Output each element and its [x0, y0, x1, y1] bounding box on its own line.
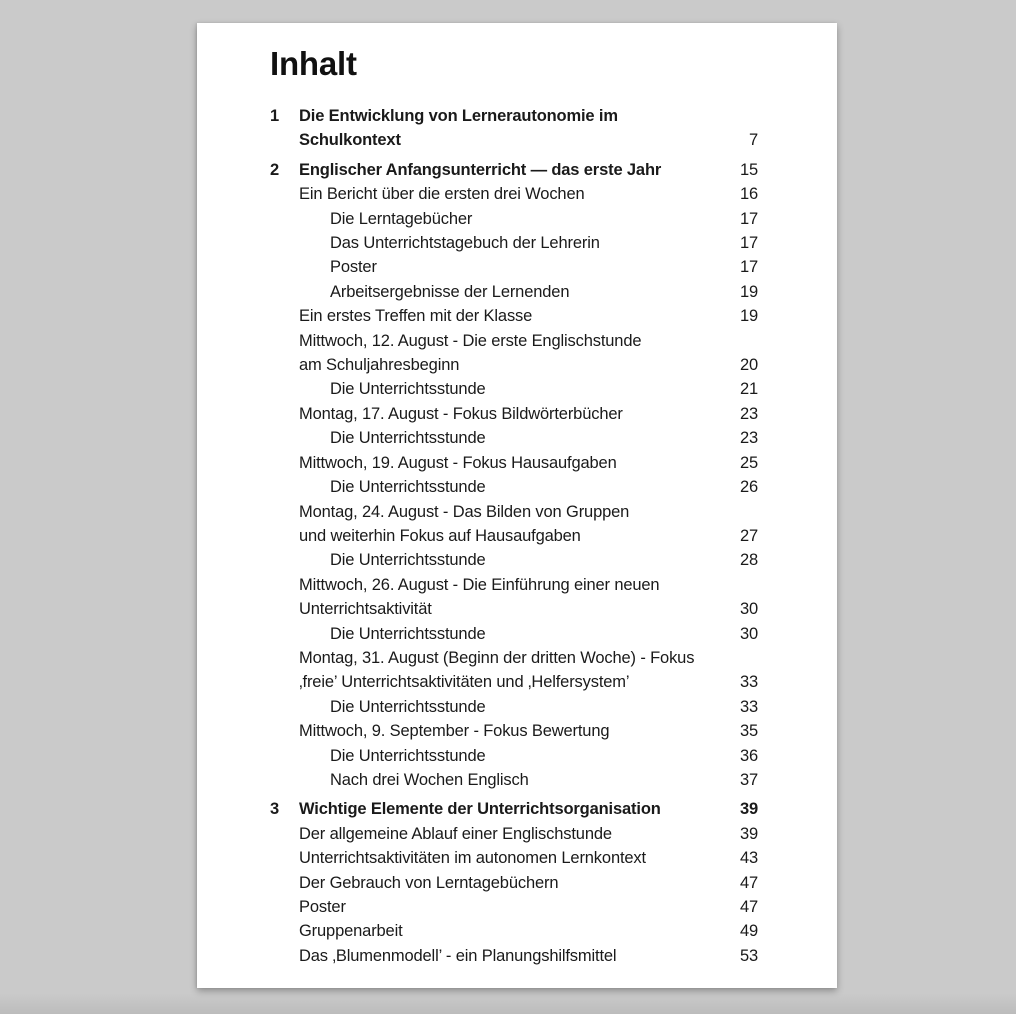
- toc-entry-title: [330, 207, 740, 231]
- page-number: 47: [739, 873, 758, 892]
- chapter-number: 3: [270, 800, 280, 819]
- toc-entry: [197, 719, 837, 743]
- toc-entry-line: Montag, 31. August (Beginn der dritten Woche) - Fokus: [299, 648, 695, 667]
- toc-entry-title: [330, 695, 740, 719]
- page-number: 43: [739, 849, 758, 868]
- page-number: 17: [739, 258, 758, 277]
- toc-entry-line: Ein erstes Treffen mit der Klasse: [299, 307, 533, 326]
- page-number: 35: [739, 722, 758, 741]
- page-number: 19: [739, 282, 758, 301]
- toc-entry: [197, 104, 837, 153]
- toc-entry-title: [299, 822, 740, 846]
- toc-entry: [197, 329, 837, 378]
- toc-entry-title: [299, 500, 740, 549]
- toc-entry-line: ‚freie’ Unterrichtsaktivitäten und ‚Helfersystem’: [299, 673, 630, 692]
- page-number: 23: [739, 404, 758, 423]
- page-number: 30: [739, 624, 758, 643]
- page-number: 39: [739, 800, 758, 819]
- toc-entry: [197, 944, 837, 968]
- page-number: 23: [739, 429, 758, 448]
- toc-entry-line: und weiterhin Fokus auf Hausaufgaben: [299, 526, 581, 545]
- toc-entry-title: [330, 426, 740, 450]
- toc-entry-line: Unterrichtsaktivität: [299, 600, 432, 619]
- toc-entry: [197, 231, 837, 255]
- toc-entry-title: [299, 329, 740, 378]
- page-number: 17: [739, 209, 758, 228]
- toc-entry-line: Der Gebrauch von Lerntagebüchern: [299, 873, 559, 892]
- toc-entry-title: [299, 919, 740, 943]
- toc-entry-title: [299, 182, 740, 206]
- page-number: 15: [739, 160, 758, 179]
- toc-entry-title: [299, 719, 740, 743]
- toc-entry-line: Die Unterrichtsstunde: [330, 429, 486, 448]
- toc-entry-title: [299, 646, 740, 695]
- page-number: 33: [739, 673, 758, 692]
- toc-entry: [197, 768, 837, 792]
- toc-entry: [197, 548, 837, 572]
- toc-entry: [197, 919, 837, 943]
- page-number: 26: [739, 478, 758, 497]
- toc-entry: [197, 182, 837, 206]
- toc-entry-title: [299, 944, 740, 968]
- toc-entry-line: Mittwoch, 12. August - Die erste Englischstunde: [299, 331, 642, 350]
- toc-entry-title: [299, 158, 740, 182]
- toc-entry-line: Gruppenarbeit: [299, 922, 403, 941]
- toc-entry-line: Mittwoch, 19. August - Fokus Hausaufgaben: [299, 453, 617, 472]
- toc-entry-line: Ein Bericht über die ersten drei Wochen: [299, 185, 585, 204]
- toc-entry-line: Englischer Anfangsunterricht — das erste Jahr: [299, 160, 662, 179]
- toc-entry-line: Das Unterrichtstagebuch der Lehrerin: [330, 234, 600, 253]
- toc-entry-title: [330, 377, 740, 401]
- toc-entry: [197, 207, 837, 231]
- toc-entry-line: Arbeitsergebnisse der Lernenden: [330, 282, 570, 301]
- toc-entry-title: [330, 280, 740, 304]
- toc-entry-title: [299, 573, 740, 622]
- document-page: [197, 23, 837, 988]
- toc-entry: [197, 895, 837, 919]
- chapter-number: 2: [270, 160, 280, 179]
- chapter-number: 1: [270, 107, 280, 125]
- toc-entry-line: Die Lerntagebücher: [330, 209, 473, 228]
- toc-entry-title: [330, 255, 740, 279]
- page-number: 21: [739, 380, 758, 399]
- toc-entry-title: [330, 622, 740, 646]
- page-number: 37: [739, 770, 758, 789]
- toc-entry-line: am Schuljahresbeginn: [299, 356, 460, 375]
- toc-entry-title: [330, 548, 740, 572]
- toc-entry-line: Die Entwicklung von Lernerautonomie im: [299, 107, 618, 125]
- page-number: 39: [739, 824, 758, 843]
- toc-entry: [197, 846, 837, 870]
- toc-entry: [197, 871, 837, 895]
- toc-entry: [197, 377, 837, 401]
- toc-entry: [197, 426, 837, 450]
- toc-entry: [197, 500, 837, 549]
- table-of-contents: [197, 104, 837, 968]
- toc-entry-title: [299, 304, 740, 328]
- toc-entry: [197, 822, 837, 846]
- toc-entry-title: [330, 231, 740, 255]
- toc-entry-title: [299, 871, 740, 895]
- page-number: 19: [739, 307, 758, 326]
- toc-entry-title: [299, 104, 749, 153]
- page-number: 33: [739, 697, 758, 716]
- toc-entry-line: Mittwoch, 26. August - Die Einführung einer neuen: [299, 575, 660, 594]
- toc-entry-title: [299, 797, 740, 821]
- toc-entry-title: [299, 895, 740, 919]
- page-title: Inhalt: [270, 45, 357, 82]
- toc-entry-line: Montag, 17. August - Fokus Bildwörterbücher: [299, 404, 623, 423]
- page-number: 20: [739, 356, 758, 375]
- toc-entry-line: Poster: [299, 898, 346, 916]
- toc-entry: [197, 622, 837, 646]
- toc-entry-title: [299, 402, 740, 426]
- toc-entry: [197, 255, 837, 279]
- page-number: 7: [748, 131, 758, 150]
- toc-entry-line: Poster: [330, 258, 377, 277]
- toc-entry: [197, 451, 837, 475]
- page-number: 28: [739, 551, 758, 570]
- page-number: 36: [739, 746, 758, 765]
- toc-entry: [197, 744, 837, 768]
- toc-entry: [197, 646, 837, 695]
- toc-entry-line: Die Unterrichtsstunde: [330, 624, 486, 643]
- toc-entry: [197, 280, 837, 304]
- toc-entry-line: Schulkontext: [299, 131, 401, 150]
- page-number: 30: [739, 600, 758, 619]
- toc-entry-title: [299, 451, 740, 475]
- toc-entry-title: [330, 475, 740, 499]
- toc-entry: [197, 304, 837, 328]
- toc-entry: [197, 158, 837, 182]
- toc-entry-line: Unterrichtsaktivitäten im autonomen Lernkontext: [299, 849, 646, 868]
- toc-entry-line: Nach drei Wochen Englisch: [330, 770, 529, 789]
- toc-entry-title: [299, 846, 740, 870]
- toc-entry: [197, 695, 837, 719]
- page-number: 49: [739, 922, 758, 941]
- page-number: 25: [739, 453, 758, 472]
- toc-entry: [197, 402, 837, 426]
- toc-entry-line: Die Unterrichtsstunde: [330, 746, 486, 765]
- toc-entry-line: Der allgemeine Ablauf einer Englischstunde: [299, 824, 612, 843]
- page-number: 17: [739, 234, 758, 253]
- page-number: 27: [739, 526, 758, 545]
- toc-entry-line: Die Unterrichtsstunde: [330, 697, 486, 716]
- toc-entry: [197, 475, 837, 499]
- page-number: 16: [739, 185, 758, 204]
- toc-entry-title: [330, 744, 740, 768]
- page-number: 53: [739, 946, 758, 965]
- toc-entry-line: Die Unterrichtsstunde: [330, 380, 486, 399]
- toc-entry-line: Die Unterrichtsstunde: [330, 478, 486, 497]
- toc-entry-line: Wichtige Elemente der Unterrichtsorganisation: [299, 800, 661, 819]
- toc-entry-line: Mittwoch, 9. September - Fokus Bewertung: [299, 722, 610, 741]
- page-number: 47: [739, 898, 758, 916]
- toc-entry: [197, 573, 837, 622]
- toc-entry-line: Das ‚Blumenmodell’ - ein Planungshilfsmittel: [299, 946, 617, 965]
- toc-entry-line: Die Unterrichtsstunde: [330, 551, 486, 570]
- toc-entry-line: Montag, 24. August - Das Bilden von Gruppen: [299, 502, 630, 521]
- toc-entry-title: [330, 768, 740, 792]
- toc-entry: [197, 797, 837, 821]
